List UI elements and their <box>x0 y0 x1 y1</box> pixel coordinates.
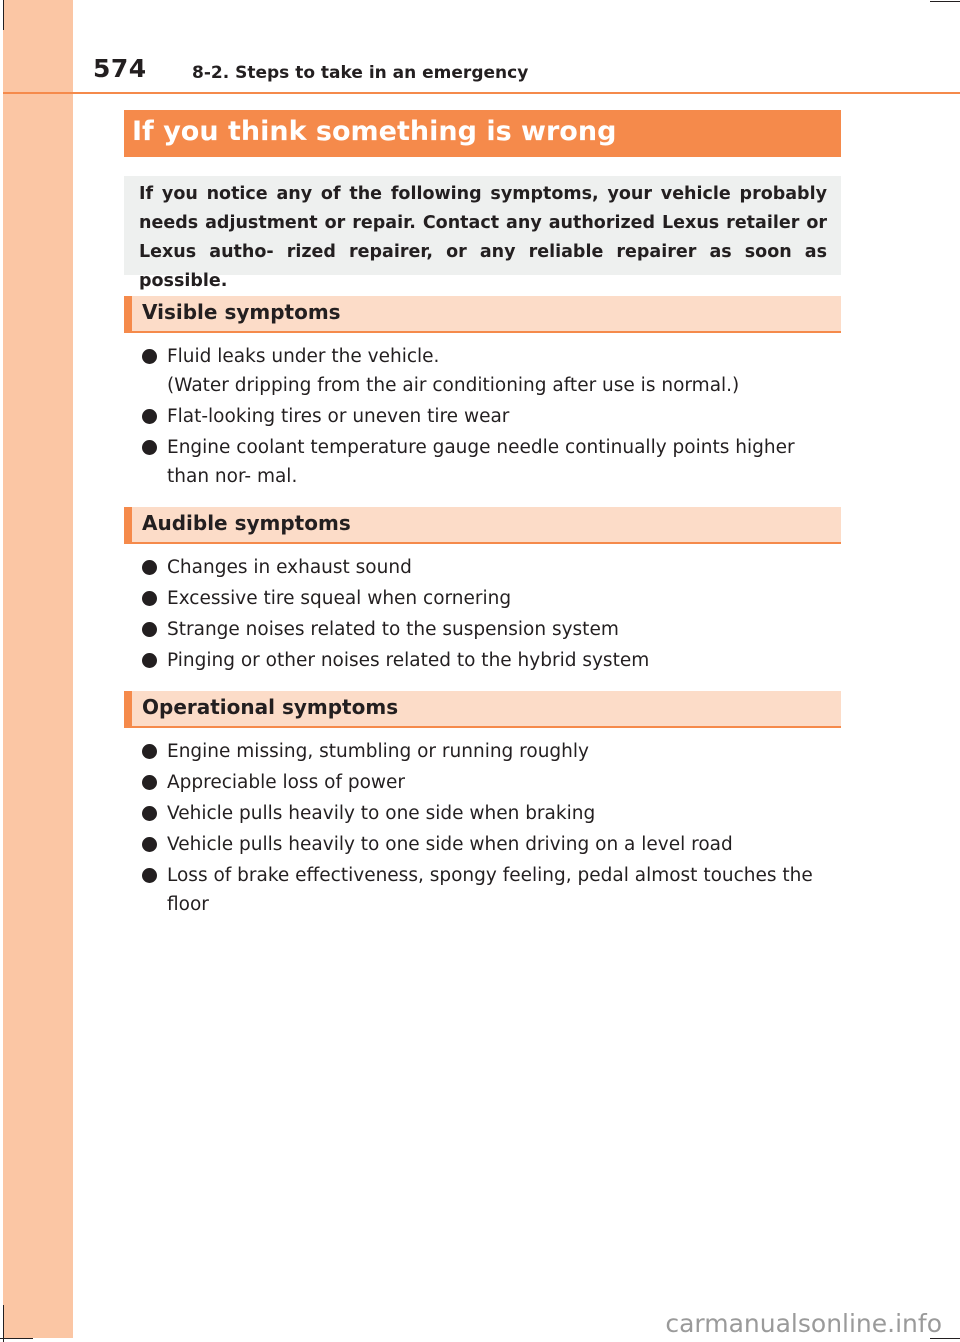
section-heading-text: Operational symptoms <box>142 695 399 719</box>
section-heading-text: Audible symptoms <box>142 511 351 535</box>
list-item <box>142 861 842 919</box>
crop-mark-bottom-left-v <box>3 1305 4 1342</box>
watermark: carmanualsonline.info <box>665 1309 942 1338</box>
bullet-icon <box>142 653 157 668</box>
list-item-text: Flat-looking tires or uneven tire wear <box>167 406 510 427</box>
intro-text: If you notice any of the following symptoms, your vehicle probably needs adjustment or repair. Contact any authorized Lexus retailer or Lexus autho- rized repairer, or any reliable repairer as soon as possible. <box>139 184 827 291</box>
bullet-icon <box>142 622 157 637</box>
list-item <box>142 433 842 491</box>
bullet-icon <box>142 868 157 883</box>
intro-box <box>124 176 841 291</box>
crop-mark-top-right-h <box>930 1 960 2</box>
bullet-icon <box>142 806 157 821</box>
bullet-icon <box>142 837 157 852</box>
page-title-bar <box>124 110 841 157</box>
visible-symptoms-list <box>142 342 842 493</box>
list-item <box>142 737 842 766</box>
section-heading-audible <box>124 507 841 544</box>
bullet-icon <box>142 409 157 424</box>
list-item <box>142 799 842 828</box>
list-item <box>142 553 842 582</box>
list-item <box>142 615 842 644</box>
bullet-icon <box>142 349 157 364</box>
list-item-text: Engine missing, stumbling or running roughly <box>167 741 589 762</box>
list-item-text: Vehicle pulls heavily to one side when braking <box>167 803 596 824</box>
page-number: 574 <box>93 54 147 83</box>
section-heading-text: Visible symptoms <box>142 300 341 324</box>
list-item-text: Engine coolant temperature gauge needle continually points higher than nor- mal. <box>167 437 795 487</box>
bullet-icon <box>142 744 157 759</box>
list-item-text: Vehicle pulls heavily to one side when driving on a level road <box>167 834 733 855</box>
list-item <box>142 830 842 859</box>
page-title: If you think something is wrong <box>132 116 617 147</box>
header-rule <box>3 92 960 94</box>
bullet-icon <box>142 560 157 575</box>
list-item-text: Changes in exhaust sound <box>167 557 412 578</box>
bullet-icon <box>142 440 157 455</box>
list-item-text: Appreciable loss of power <box>167 772 406 793</box>
audible-symptoms-list <box>142 553 842 677</box>
list-item-text: Excessive tire squeal when cornering <box>167 588 512 609</box>
list-item <box>142 342 842 400</box>
list-item <box>142 646 842 675</box>
bullet-icon <box>142 775 157 790</box>
list-item-text: Pinging or other noises related to the hybrid system <box>167 650 650 671</box>
section-heading-operational <box>124 691 841 728</box>
list-item <box>142 402 842 431</box>
section-heading-visible <box>124 296 841 333</box>
list-item <box>142 584 842 613</box>
list-item-note: (Water dripping from the air conditioning after use is normal.) <box>167 375 740 396</box>
list-item-text: Strange noises related to the suspension system <box>167 619 619 640</box>
crop-mark-bottom-right-h <box>930 1338 960 1339</box>
side-color-band <box>3 0 73 1338</box>
crop-mark-bottom-left-h <box>0 1338 33 1339</box>
operational-symptoms-list <box>142 737 842 921</box>
crop-mark-top-left-v <box>3 0 4 30</box>
list-item <box>142 768 842 797</box>
list-item-text: Fluid leaks under the vehicle. <box>167 346 440 367</box>
bullet-icon <box>142 591 157 606</box>
running-head: 8-2. Steps to take in an emergency <box>192 63 529 83</box>
list-item-text: Loss of brake effectiveness, spongy feeling, pedal almost touches the floor <box>167 865 813 915</box>
